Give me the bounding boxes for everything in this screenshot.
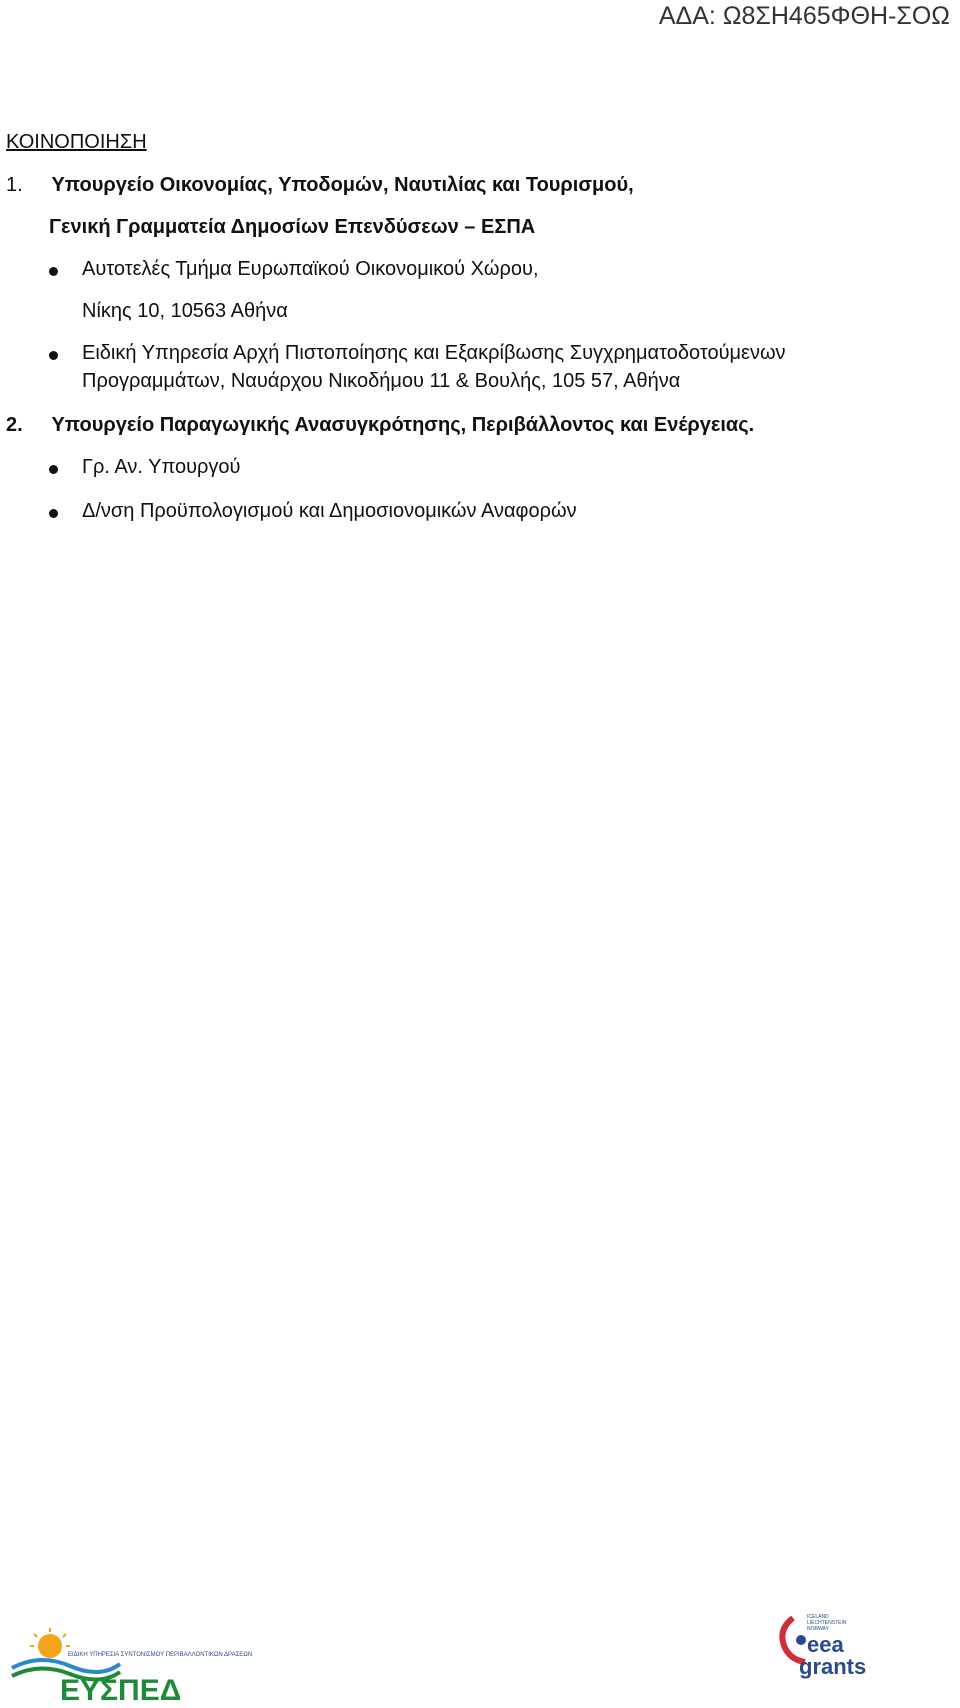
eea-grants-logo: [775, 1610, 885, 1680]
bullet-icon: [49, 465, 58, 474]
logo-text: ΕΥΣΠΕΔ: [60, 1674, 182, 1707]
item-2-heading: [6, 414, 754, 437]
item-2-bullet-1: Γρ. Αν. Υπουργού: [82, 456, 241, 478]
item-1-heading: [6, 174, 634, 197]
item-2-heading-line1: Υπουργείο Παραγωγικής Ανασυγκρότησης, Περιβάλλοντος και Ενέργειας.: [51, 414, 755, 436]
country-iceland: ICELAND: [807, 1614, 829, 1620]
item-1-bullet-2-line2: Προγραμμάτων, Ναυάρχου Νικοδήμου 11 & Βουλής, 105 57, Αθήνα: [82, 370, 681, 392]
country-norway: NORWAY: [807, 1626, 829, 1632]
item-1-heading-line1: Υπουργείο Οικονομίας, Υποδομών, Ναυτιλίας και Τουρισμού,: [51, 174, 634, 196]
sun-icon: [38, 1634, 62, 1658]
eyspeD-logo-graphic: [10, 1628, 253, 1707]
eea-dot-icon: [796, 1635, 806, 1645]
bullet-icon: [49, 509, 58, 518]
country-liechtenstein: LIECHTENSTEIN: [807, 1620, 847, 1626]
bullet-icon: [49, 351, 58, 360]
logo-small-text: ΕΙΔΙΚΗ ΥΠΗΡΕΣΙΑ ΣΥΝΤΟΝΙΣΜΟΥ ΠΕΡΙΒΑΛΛΟΝΤΙΚΩΝ ΔΡΑΣΕΩΝ: [68, 1652, 253, 1658]
item-1-bullet-1-line2: Νίκης 10, 10563 Αθήνα: [82, 300, 288, 322]
item-1-bullet-2-line1: Ειδική Υπηρεσία Αρχή Πιστοποίησης και Εξακρίβωσης Συγχρηματοδοτούμενων: [82, 342, 786, 364]
item-2-bullet-2: Δ/νση Προϋπολογισμού και Δημοσιονομικών Αναφορών: [82, 500, 577, 522]
grants-text: grants: [799, 1654, 867, 1679]
eea-grants-logo-graphic: [775, 1610, 885, 1680]
eea-text: eea: [807, 1632, 844, 1657]
item-1-heading-line2: Γενική Γραμματεία Δημοσίων Επενδύσεων – ΕΣΠΑ: [49, 216, 536, 238]
eyspeD-logo: [10, 1628, 253, 1707]
ada-code: ΑΔΑ: Ω8ΣΗ465ΦΘΗ-ΣΟΩ: [658, 2, 950, 30]
item-number: 2.: [6, 414, 23, 436]
page-title: ΚΟΙΝΟΠΟΙΗΣΗ: [6, 131, 147, 153]
bullet-icon: [49, 267, 58, 276]
item-number: 1.: [6, 174, 23, 196]
item-1-bullet-1-line1: Αυτοτελές Τμήμα Ευρωπαϊκού Οικονομικού Χώρου,: [82, 258, 539, 280]
